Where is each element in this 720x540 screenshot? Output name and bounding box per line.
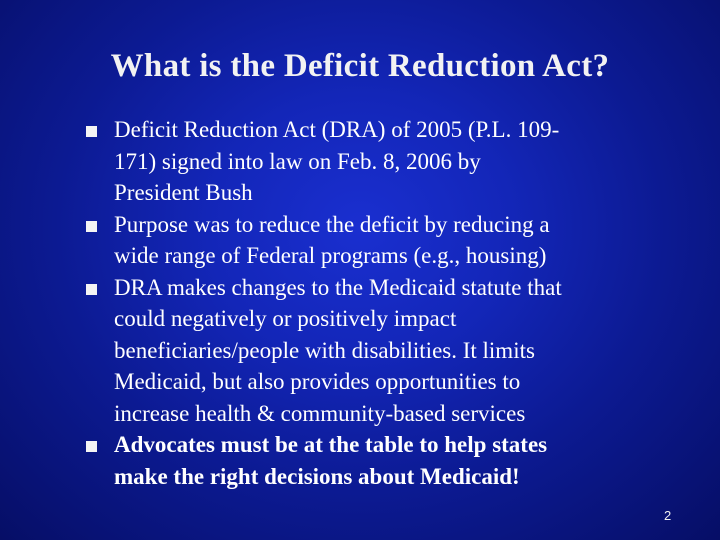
bullet-line: 171) signed into law on Feb. 8, 2006 by (114, 148, 481, 174)
bullet-list (86, 114, 666, 492)
square-bullet-icon (86, 221, 97, 232)
square-bullet-icon (86, 284, 97, 295)
bullet-line: Medicaid, but also provides opportunities to (114, 369, 521, 394)
bullet-line: wide range of Federal programs (e.g., housing) (114, 243, 547, 268)
slide-title: What is the Deficit Reduction Act? (110, 48, 610, 84)
page-number: 2 (664, 508, 672, 523)
bullet-item-emphasis (86, 429, 666, 492)
bullet-line: make the right decisions about Medicaid! (114, 463, 520, 489)
bullet-line: President Bush (114, 180, 253, 205)
square-bullet-icon (86, 441, 97, 452)
bullet-line: beneficiaries/people with disabilities. It limits (114, 337, 535, 363)
bullet-line: could negatively or positively impact (114, 306, 457, 331)
bullet-line: DRA makes changes to the Medicaid statute that (114, 274, 562, 300)
square-bullet-icon (86, 126, 97, 137)
bullet-item (86, 209, 666, 272)
bullet-line: Purpose was to reduce the deficit by reducing a (114, 211, 550, 237)
bullet-item (86, 272, 666, 430)
bullet-line: increase health & community-based services (114, 400, 526, 426)
bullet-line: Deficit Reduction Act (DRA) of 2005 (P.L. 109- (114, 117, 560, 142)
bullet-line: Advocates must be at the table to help states (114, 432, 548, 457)
bullet-item (86, 114, 666, 209)
